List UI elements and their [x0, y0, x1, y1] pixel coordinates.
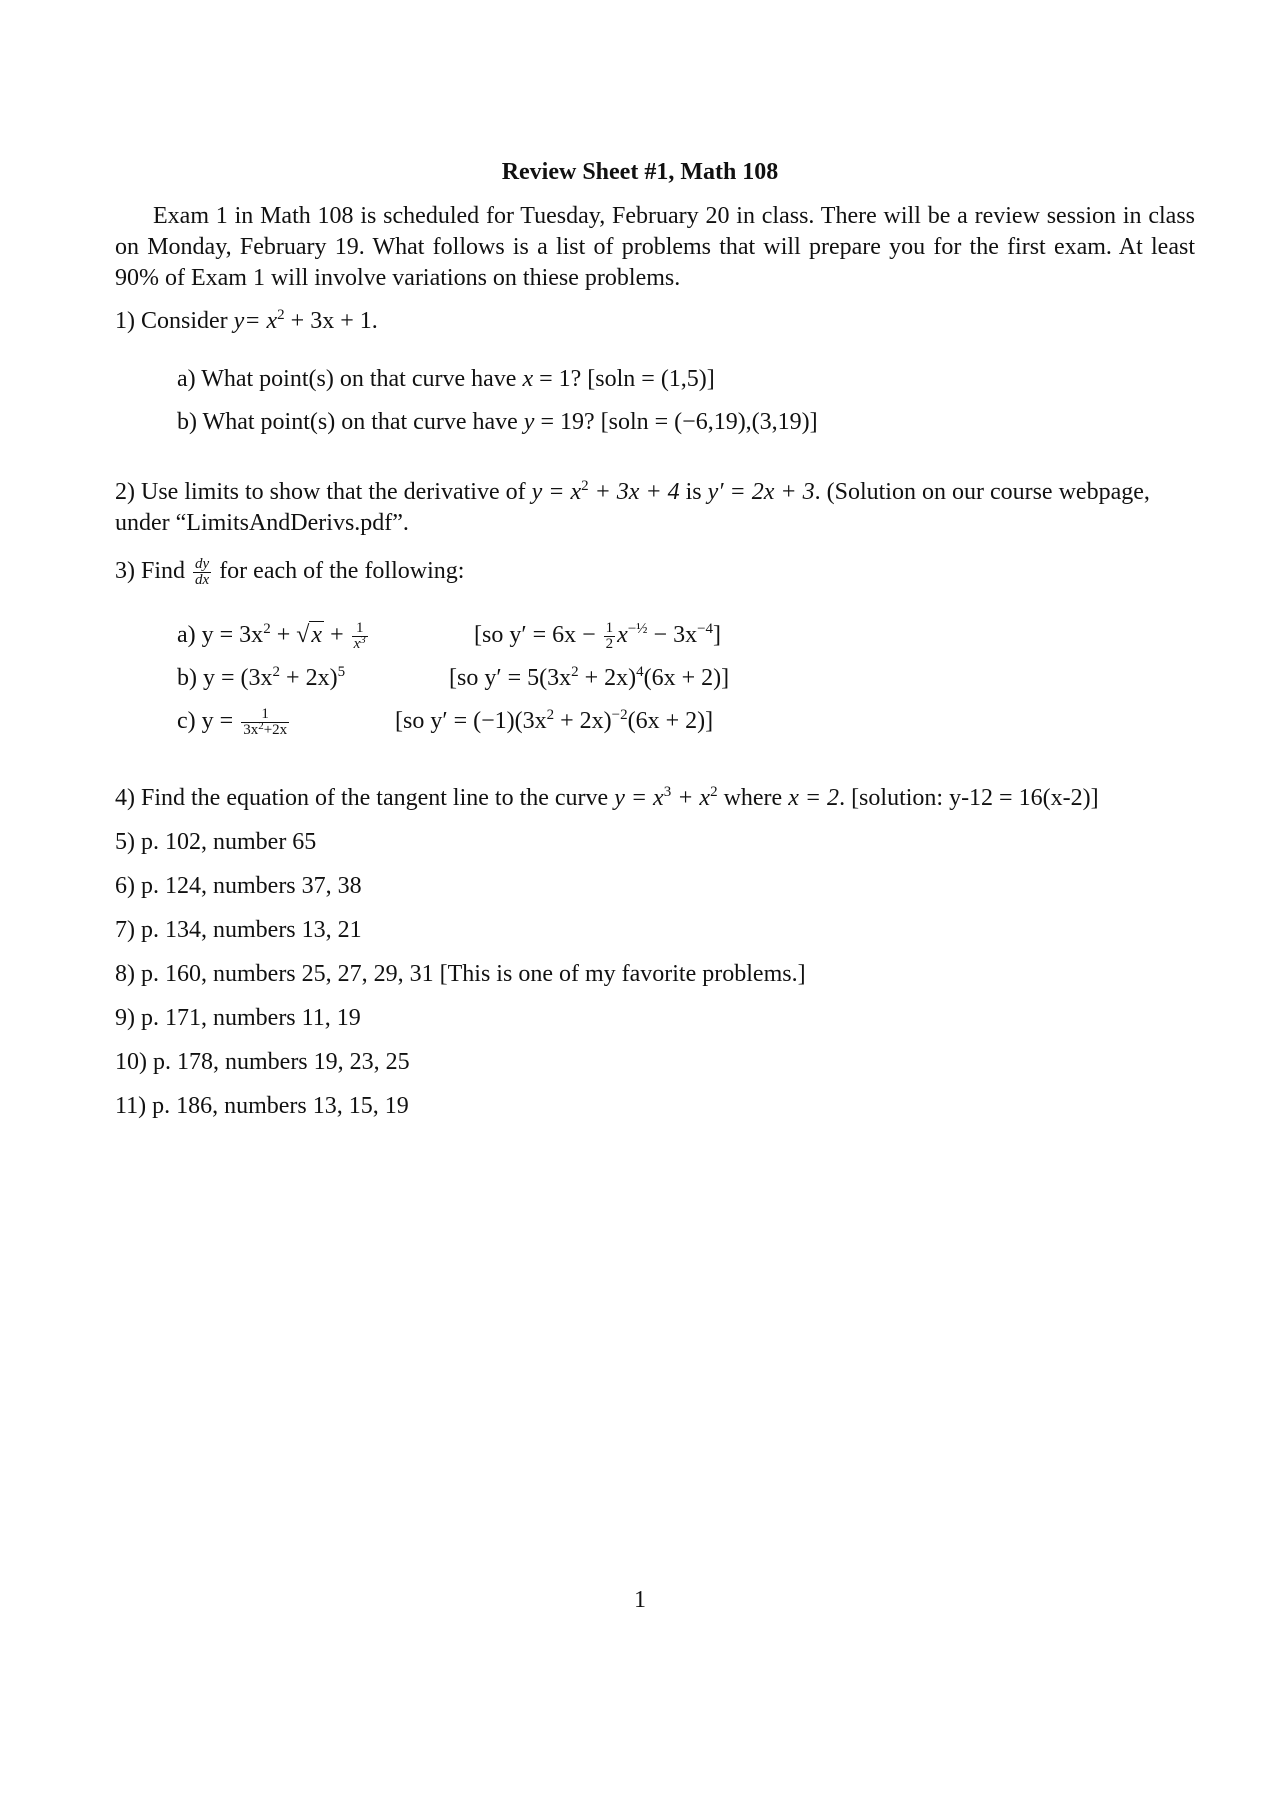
- document-title: Review Sheet #1, Math 108: [501, 159, 779, 185]
- problem-3b-tail: + 2x): [280, 665, 338, 691]
- problem-1: [115, 306, 378, 337]
- problem-1a-text: a) What point(s) on that curve have: [177, 366, 517, 392]
- problem-9: 9) p. 171, numbers 11, 19: [115, 1005, 361, 1031]
- problem-2-eq1-exp: 2: [581, 478, 589, 494]
- problem-2-eq1-tail: + 3x + 4: [588, 479, 680, 505]
- problem-1b-text: b) What point(s) on that curve have: [177, 409, 518, 435]
- problem-3-tail: for each of the following:: [219, 558, 465, 584]
- problem-3c-frac-den-exp: 2: [258, 719, 264, 732]
- problem-3c-soln-mid: + 2x): [554, 708, 612, 734]
- problem-3b-solution: [449, 663, 729, 694]
- problem-2-text: 2) Use limits to show that the derivative of: [115, 479, 526, 505]
- problem-3a-soln-x: x: [617, 622, 628, 648]
- problem-4-eq-exp2: 2: [710, 784, 718, 800]
- problem-3b-soln-mid: + 2x): [578, 665, 637, 691]
- problem-3c-frac-num: 1: [261, 705, 269, 722]
- problem-3b-soln-exp: 2: [571, 664, 579, 680]
- problem-3a-soln-mid: − 3x: [647, 622, 698, 648]
- problem-3: [115, 556, 464, 588]
- problem-1b: [177, 407, 818, 438]
- problem-3c-solution: [395, 706, 713, 737]
- problem-3c-soln-exp2: −2: [611, 707, 628, 723]
- dy-numerator: dy: [195, 555, 210, 572]
- problem-3a-fraction: [352, 621, 368, 652]
- problem-3b: [177, 663, 345, 694]
- sqrt-radical-sign: √: [296, 622, 310, 648]
- problem-3-label: 3) Find: [115, 558, 186, 584]
- problem-3a-frac-den-base: x: [353, 635, 361, 652]
- problem-3a-frac-num: 1: [355, 619, 364, 636]
- problem-4: [115, 783, 1099, 814]
- problem-3a-soln-exp2: −4: [697, 621, 714, 637]
- problem-1a-var: x: [522, 366, 534, 392]
- problem-1-eq-exp: 2: [277, 307, 285, 323]
- problem-3a-plus2: +: [324, 622, 350, 648]
- page-number: 1: [634, 1587, 646, 1613]
- problem-3c-frac-den: [241, 719, 289, 738]
- problem-2-text2: . (Solution on our course webpage,: [814, 479, 1150, 505]
- dx-denominator: dx: [195, 571, 210, 588]
- problem-3c-frac-den-pre: 3x: [243, 721, 259, 738]
- problem-3a-exp: 2: [263, 621, 271, 637]
- problem-11: 11) p. 186, numbers 13, 15, 19: [115, 1093, 409, 1119]
- intro-paragraph: Exam 1 in Math 108 is scheduled for Tuesday, February 20 in class. There will be a review session in class on Monday, February 19. What follows is a list of problems that will prepare you for the first exam. At least 90% of Exam 1 will involve variations on thiese problems.: [115, 203, 1195, 291]
- problem-1-label: 1) Consider: [115, 308, 228, 334]
- problem-3b-soln-exp2: 4: [636, 664, 644, 680]
- problem-1-eq-rhs: = x: [244, 308, 278, 334]
- problem-1b-cond: = 19? [soln = (−6,19),(3,19)]: [534, 409, 818, 435]
- problem-3a-soln-exp: −½: [627, 621, 648, 637]
- one-half-den: 2: [605, 635, 614, 652]
- problem-4-eq: y = x: [614, 785, 664, 811]
- problem-3a-soln-end: ]: [713, 622, 722, 648]
- problem-3c-soln-pre: [so y′ = (−1)(3x: [395, 708, 547, 734]
- problem-3a-label: a) y = 3x: [177, 622, 264, 648]
- problem-4-eq-mid: + x: [671, 785, 711, 811]
- problem-2-mid: is: [679, 479, 708, 505]
- problem-10: 10) p. 178, numbers 19, 23, 25: [115, 1049, 410, 1075]
- problem-3a-soln-pre: [so y′ = 6x −: [474, 622, 602, 648]
- problem-3c-label: c) y =: [177, 708, 240, 734]
- problem-3a-plus: +: [270, 622, 297, 648]
- problem-1a: [177, 364, 715, 395]
- problem-4-tail: . [solution: y-12 = 16(x-2)]: [839, 785, 1099, 811]
- problem-3b-soln-pre: [so y′ = 5(3x: [449, 665, 572, 691]
- problem-8: 8) p. 160, numbers 25, 27, 29, 31 [This is one of my favorite problems.]: [115, 961, 806, 987]
- problem-3b-exp2: 5: [337, 664, 346, 680]
- problem-1-eq-y: y: [233, 308, 245, 334]
- problem-3a-frac-den-exp: 3: [360, 633, 366, 646]
- problem-2-line2: under “LimitsAndDerivs.pdf”.: [115, 510, 409, 536]
- problem-3b-exp: 2: [272, 664, 281, 680]
- problem-3c-frac-den-tail: +2x: [263, 721, 288, 738]
- problem-4-text: 4) Find the equation of the tangent line to the curve: [115, 785, 609, 811]
- problem-2-eq2: y′ = 2x + 3: [707, 479, 815, 505]
- problem-2: [115, 477, 1150, 508]
- problem-4-where: where: [717, 785, 789, 811]
- problem-1a-cond: = 1? [soln = (1,5)]: [533, 366, 715, 392]
- problem-3c: [177, 706, 291, 738]
- sqrt-symbol: [296, 620, 324, 651]
- problem-1b-var: y: [523, 409, 535, 435]
- problem-3a-solution: [474, 620, 721, 652]
- problem-3a-frac-den: [352, 633, 368, 652]
- problem-3b-soln-end: (6x + 2)]: [643, 665, 730, 691]
- problem-6: 6) p. 124, numbers 37, 38: [115, 873, 362, 899]
- problem-3a: [177, 620, 370, 652]
- problem-5: 5) p. 102, number 65: [115, 829, 317, 855]
- sqrt-argument: x: [311, 622, 323, 648]
- problem-4-cond: x = 2: [788, 785, 840, 811]
- dy-dx-fraction: [193, 557, 211, 588]
- one-half-num: 1: [605, 619, 614, 636]
- problem-3c-soln-exp: 2: [546, 707, 555, 723]
- one-half-fraction: [604, 621, 616, 652]
- problem-1-eq-tail: + 3x + 1.: [284, 308, 378, 334]
- problem-7: 7) p. 134, numbers 13, 21: [115, 917, 362, 943]
- problem-3c-fraction: [241, 707, 289, 738]
- problem-3b-label: b) y = (3x: [177, 665, 273, 691]
- problem-2-eq1: y = x: [531, 479, 582, 505]
- problem-4-eq-exp: 3: [663, 784, 672, 800]
- problem-3c-soln-end: (6x + 2)]: [627, 708, 714, 734]
